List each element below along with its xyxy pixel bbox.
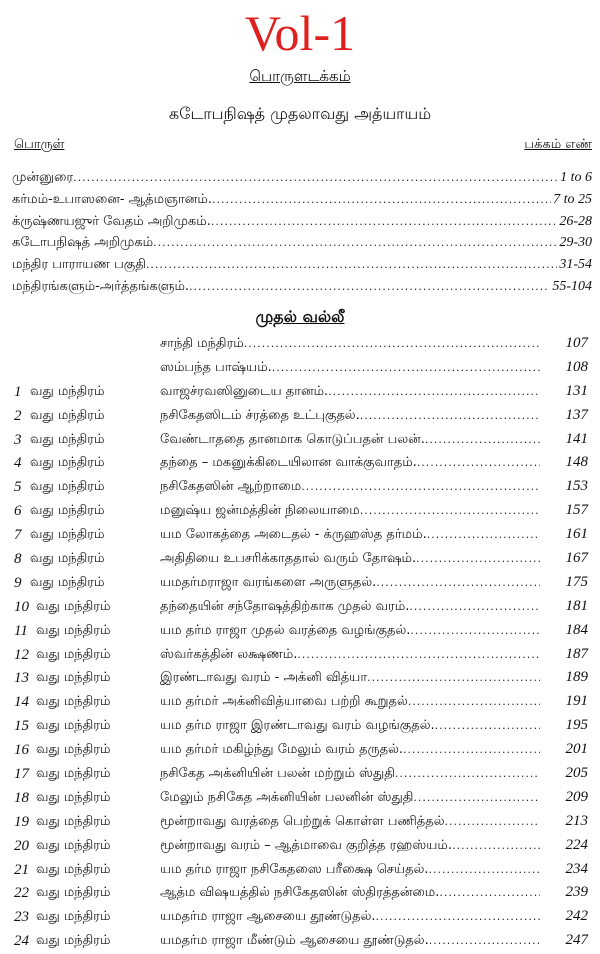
verse-description-text: யமதர்ம ராஜா மீண்டும் ஆசையை தூண்டுதல். (160, 933, 429, 949)
leader-dots (360, 409, 540, 422)
verse-page: 181 (565, 597, 588, 614)
verse-description-text: யம தர்ம ராஜா முதல் வரத்தை வழங்குதல். (160, 622, 411, 638)
verse-description (160, 455, 540, 471)
verse-description-text: யம தர்ம ராஜா இரண்டாவது வரம் வழங்குதல். (160, 718, 435, 734)
verse-row (0, 405, 600, 429)
verse-description-text: மூன்றாவது வரம் – ஆத்மாவை குறித்த ரஹஸ்யம். (160, 837, 452, 853)
verse-page: 191 (565, 693, 588, 710)
verse-description (160, 336, 540, 352)
contents-heading (0, 66, 600, 86)
leader-dots (360, 504, 540, 517)
verse-description (160, 694, 540, 710)
verse-description (160, 408, 540, 424)
verse-number: 24 (14, 933, 29, 950)
verse-row (0, 739, 600, 763)
leader-dots (409, 600, 540, 613)
verse-description-text: மூன்றாவது வரத்தை பெற்றுக் கொள்ள பணித்தல் (160, 813, 445, 829)
verse-number: 5 (14, 479, 22, 496)
verse-description (160, 862, 540, 878)
leader-dots (452, 839, 540, 852)
verse-description (160, 384, 540, 400)
leader-dots (146, 258, 557, 271)
intro-list (12, 170, 592, 301)
leader-dots (376, 910, 541, 923)
verse-description-text: ஆத்ம விஷயத்தில் நசிகேதஸின் ஸ்திரத்தன்மை. (160, 885, 440, 901)
leader-dots (408, 695, 540, 708)
toc-entry (12, 257, 592, 279)
verse-description (160, 527, 540, 543)
verse-description-text: நசிகேத அக்னியின் பலன் மற்றும் ஸ்துதி (160, 766, 395, 782)
toc-entry (12, 192, 592, 214)
verse-number: 12 (14, 646, 29, 663)
leader-dots (416, 552, 540, 565)
toc-entry-label: முன்னுரை (12, 170, 74, 185)
leader-dots (403, 743, 540, 756)
verse-label: வது மந்திரம் (30, 455, 105, 471)
column-page-header: பக்கம் எண் (524, 137, 592, 152)
verse-page: 131 (565, 382, 588, 399)
leader-dots (272, 361, 540, 374)
leader-dots (367, 671, 540, 684)
verse-page: 239 (565, 884, 588, 901)
verse-description (160, 838, 540, 854)
verse-page: 205 (565, 765, 588, 782)
toc-entry (12, 279, 592, 301)
verse-number: 22 (14, 885, 29, 902)
verse-description (160, 575, 540, 591)
verse-label: வது மந்திரம் (36, 933, 111, 949)
leader-dots (429, 863, 540, 876)
verse-page: 224 (565, 836, 588, 853)
verse-row (0, 452, 600, 476)
verse-number: 15 (14, 718, 29, 735)
verse-page: 141 (565, 430, 588, 447)
verse-row (0, 644, 600, 668)
verse-page: 161 (565, 526, 588, 543)
verse-label: வது மந்திரம் (30, 503, 105, 519)
leader-dots (429, 934, 540, 947)
toc-entry (12, 235, 592, 257)
verse-page: 187 (565, 645, 588, 662)
verse-label: வது மந்திரம் (36, 837, 111, 853)
verse-row (0, 429, 600, 453)
verse-description (160, 623, 540, 639)
verse-number: 7 (14, 527, 22, 544)
toc-entry-page: 31-54 (559, 257, 592, 273)
verse-description (160, 933, 540, 949)
verse-page: 201 (565, 741, 588, 758)
verse-number: 19 (14, 813, 29, 830)
verse-description (160, 479, 540, 495)
verse-page: 184 (565, 621, 588, 638)
verse-label: வது மந்திரம் (30, 551, 105, 567)
leader-dots (376, 576, 540, 589)
verse-number: 4 (14, 455, 22, 472)
verse-row (0, 691, 600, 715)
verse-description-text: யமதர்ம ராஜா ஆசையை தூண்டுதல். (160, 909, 376, 925)
toc-entry-label: மந்திர பாராயண பகுதி (12, 257, 146, 273)
verse-page: 209 (565, 788, 588, 805)
verse-row (0, 572, 600, 596)
section-title: முதல் வல்லீ (255, 307, 345, 326)
verse-description-text: ஸம்பந்த பாஷ்யம். (160, 359, 272, 375)
verse-row (0, 357, 600, 381)
verse-label: வது மந்திரம் (30, 383, 105, 399)
verse-description (160, 503, 540, 519)
verse-description-text: யம தர்ம ராஜா நசிகேதஸை பரீக்ஷை செய்தல். (160, 861, 429, 877)
toc-entry-page: 29-30 (559, 235, 592, 251)
verse-description-text: தந்தையின் சந்தோஷத்திற்காக முதல் வரம். (160, 598, 410, 614)
verse-description (160, 814, 540, 830)
verse-row (0, 333, 600, 357)
verse-description-text: வாஜச்ரவஸினுடைய தானம். (160, 383, 329, 399)
verse-number: 1 (14, 383, 22, 400)
leader-dots (189, 280, 550, 293)
verse-row (0, 620, 600, 644)
verse-description-text: சாந்தி மந்திரம் (160, 336, 244, 351)
verse-description-text: மனுஷ்ய ஜன்மத்தின் நிலையாமை (160, 503, 360, 519)
leader-dots (395, 767, 540, 780)
verse-page: 247 (565, 932, 588, 949)
leader-dots (297, 648, 540, 661)
verse-number: 11 (14, 622, 28, 639)
verse-row (0, 763, 600, 787)
toc-entry-label: க்ருஷ்ணயஜுர் வேதம் அறிமுகம். (12, 213, 211, 229)
verse-list (0, 333, 600, 954)
verse-description-text: தந்தை – மகனுக்கிடையிலான வாக்குவாதம். (160, 455, 417, 471)
verse-label: வது மந்திரம் (36, 861, 111, 877)
leader-dots (244, 337, 540, 350)
verse-number: 13 (14, 670, 29, 687)
verse-row (0, 906, 600, 930)
toc-entry (12, 170, 592, 192)
verse-description (160, 551, 540, 567)
verse-description (160, 885, 540, 901)
verse-row (0, 930, 600, 954)
chapter-subtitle: கடோபநிஷத் முதலாவது அத்யாயம் (168, 104, 432, 123)
verse-label: வது மந்திரம் (30, 431, 105, 447)
verse-description (160, 599, 540, 615)
verse-row (0, 859, 600, 883)
verse-description (160, 742, 540, 758)
leader-dots (328, 385, 540, 398)
volume-title: Vol-1 (244, 5, 356, 61)
leader-dots (439, 886, 540, 899)
verse-description-text: யம லோகத்தை அடைதல் - க்ருஹஸ்த தர்மம். (160, 527, 427, 543)
verse-row (0, 835, 600, 859)
verse-label: வது மந்திரம் (36, 909, 111, 925)
verse-page: 137 (565, 406, 588, 423)
verse-description-text: நசிகேதஸின் ஆற்றாமை (160, 479, 302, 495)
verse-page: 175 (565, 573, 588, 590)
verse-page: 157 (565, 502, 588, 519)
leader-dots (445, 815, 540, 828)
verse-page: 195 (565, 717, 588, 734)
section-heading (0, 306, 600, 328)
verse-row (0, 715, 600, 739)
verse-description-text: ஸ்வர்கத்தின் லக்ஷணம். (160, 646, 298, 662)
verse-page: 153 (565, 478, 588, 495)
verse-label: வது மந்திரம் (36, 694, 111, 710)
verse-row (0, 381, 600, 405)
verse-label: வது மந்திரம் (36, 885, 111, 901)
verse-description (160, 909, 540, 925)
verse-row (0, 811, 600, 835)
verse-page: 213 (565, 812, 588, 829)
leader-dots (427, 528, 540, 541)
verse-number: 23 (14, 909, 29, 926)
toc-entry-label: மந்திரங்களும்-அர்த்தங்களும். (12, 278, 190, 294)
verse-label: வது மந்திரம் (36, 718, 111, 734)
leader-dots (435, 719, 540, 732)
toc-entry-page: 7 to 25 (553, 191, 592, 207)
toc-entry-label: கர்மம்-உபாஸனை- ஆத்மஞானம். (12, 191, 213, 207)
verse-description-text: மேலும் நசிகேத அக்னியின் பலனின் ஸ்துதி (160, 789, 414, 805)
leader-dots (417, 456, 540, 469)
verse-label: வது மந்திரம் (36, 813, 111, 829)
toc-entry-label: கடோபநிஷத் அறிமுகம் (12, 235, 154, 251)
verse-description (160, 766, 540, 782)
verse-row (0, 882, 600, 906)
verse-number: 8 (14, 551, 22, 568)
verse-label: வது மந்திரம் (36, 742, 111, 758)
verse-label: வது மந்திரம் (30, 479, 105, 495)
verse-description-text: யம தர்மர் மகிழ்ந்து மேலும் வரம் தருதல். (160, 742, 404, 758)
contents-title: பொருளடக்கம் (249, 67, 351, 85)
leader-dots (212, 193, 551, 206)
leader-dots (410, 624, 540, 637)
verse-number: 16 (14, 742, 29, 759)
verse-description (160, 360, 540, 376)
verse-description-text: யம தர்மர் அக்னிவித்யாவை பற்றி கூறுதல் (160, 694, 408, 710)
verse-number: 21 (14, 861, 29, 878)
verse-row (0, 548, 600, 572)
verse-description-text: யமதர்மராஜா வரங்களை அருளுதல். (160, 574, 377, 590)
leader-dots (413, 791, 540, 804)
verse-number: 6 (14, 503, 22, 520)
toc-entry (12, 214, 592, 236)
verse-label: வது மந்திரம் (30, 407, 105, 423)
verse-row (0, 500, 600, 524)
verse-description-text: அதிதியை உபசரிக்காததால் வரும் தோஷம். (160, 551, 417, 567)
verse-page: 107 (565, 335, 588, 351)
verse-description-text: நசிகேதஸிடம் ச்ரத்தை உட்புகுதல். (160, 407, 360, 423)
verse-label: வது மந்திரம் (36, 646, 111, 662)
verse-row (0, 667, 600, 691)
verse-page: 234 (565, 860, 588, 877)
verse-row (0, 787, 600, 811)
verse-number: 2 (14, 407, 22, 424)
verse-description-text: இரண்டாவது வரம் - அக்னி வித்யா (160, 670, 368, 686)
verse-number: 9 (14, 574, 22, 591)
toc-entry-page: 1 to 6 (560, 170, 592, 185)
toc-entry-page: 55-104 (552, 278, 592, 294)
verse-description (160, 432, 540, 448)
leader-dots (211, 215, 558, 228)
verse-number: 14 (14, 694, 29, 711)
verse-label: வது மந்திரம் (36, 789, 111, 805)
leader-dots (425, 433, 540, 446)
verse-label: வது மந்திரம் (36, 670, 111, 686)
verse-page: 189 (565, 669, 588, 686)
verse-row (0, 596, 600, 620)
leader-dots (153, 236, 557, 249)
verse-description (160, 790, 540, 806)
verse-page: 148 (565, 454, 588, 471)
verse-page: 167 (565, 550, 588, 567)
column-subject-header: பொருள் (14, 137, 65, 152)
verse-number: 17 (14, 766, 29, 783)
leader-dots (301, 480, 540, 493)
verse-number: 3 (14, 431, 22, 448)
verse-row (0, 476, 600, 500)
verse-description (160, 718, 540, 734)
verse-label: வது மந்திரம் (30, 574, 105, 590)
verse-description (160, 647, 540, 663)
verse-label: வது மந்திரம் (36, 622, 111, 638)
leader-dots (73, 171, 558, 184)
verse-page: 108 (565, 358, 588, 375)
verse-label: வது மந்திரம் (30, 527, 105, 543)
verse-description-text: வேண்டாததை தானமாக கொடுப்பதன் பலன். (160, 431, 425, 447)
verse-number: 18 (14, 789, 29, 806)
verse-label: வது மந்திரம் (36, 766, 111, 782)
verse-number: 10 (14, 598, 29, 615)
verse-page: 242 (565, 908, 588, 925)
verse-row (0, 524, 600, 548)
verse-description (160, 670, 540, 686)
verse-label: வது மந்திரம் (36, 598, 111, 614)
verse-number: 20 (14, 837, 29, 854)
toc-entry-page: 26-28 (559, 213, 592, 229)
